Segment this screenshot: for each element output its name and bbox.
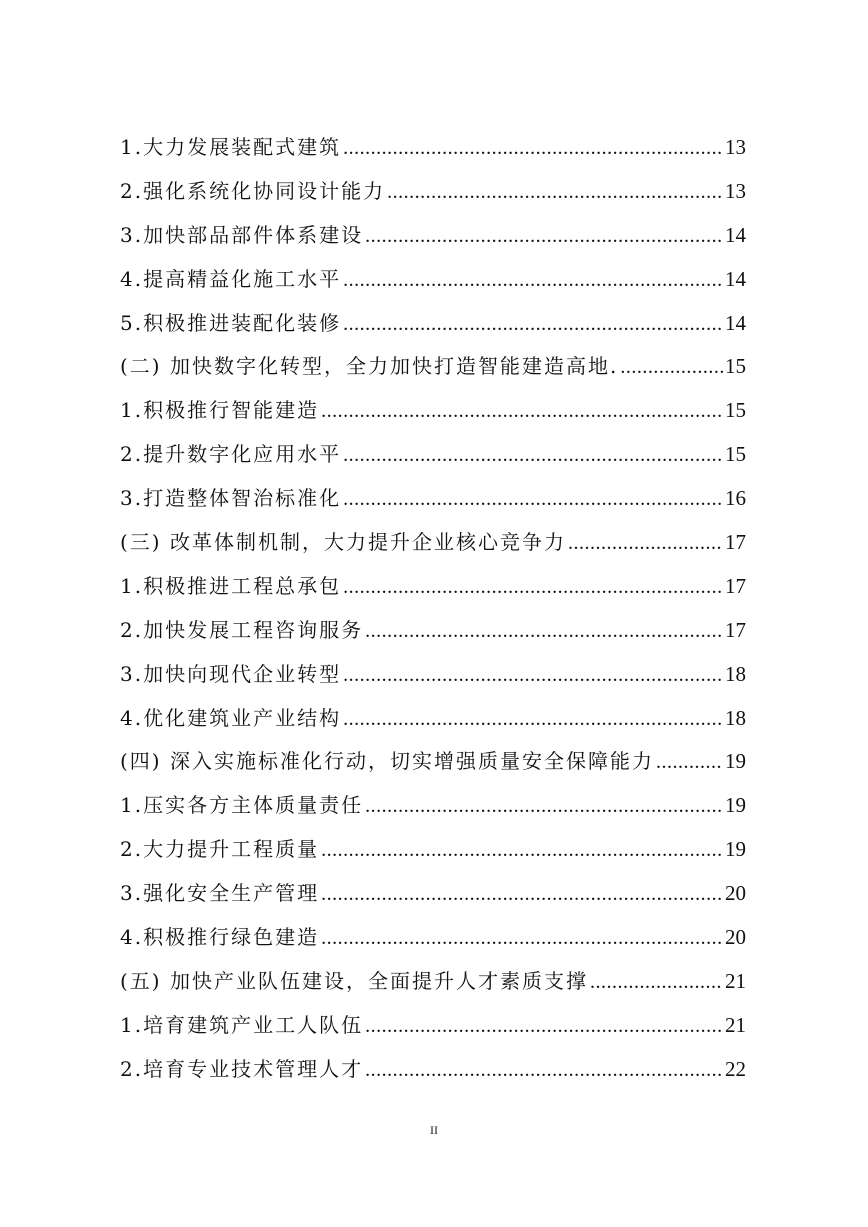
toc-entry-title: 1.培育建筑产业工人队伍 [120,1012,364,1037]
toc-entry-page: 18 [725,705,746,730]
toc-entry[interactable] [120,389,746,433]
toc-entry-page: 22 [725,1056,746,1081]
toc-entry-page: 20 [725,881,746,906]
toc-entry[interactable] [120,302,746,346]
toc-entry-title: 4.优化建筑业产业结构 [120,705,342,730]
toc-entry[interactable] [120,433,746,477]
toc-entry-title: 3.打造整体智治标准化 [120,486,342,511]
toc-dot-leader [343,698,723,741]
toc-entry-page: 19 [725,837,746,862]
toc-section-entry[interactable] [120,521,746,565]
toc-dot-leader [343,434,723,477]
toc-entry-page: 14 [725,310,746,335]
toc-dot-leader [365,1005,723,1048]
toc-dot-leader [343,654,723,697]
toc-entry[interactable] [120,565,746,609]
toc-entry-title: (五) 加快产业队伍建设，全面提升人才素质支撑 [120,968,588,993]
toc-entry-page: 17 [725,617,746,642]
toc-entry[interactable] [120,784,746,828]
toc-entry-page: 14 [725,222,746,247]
toc-entry-title: (二) 加快数字化转型，全力加快打造智能建造高地. [120,354,619,379]
toc-entry-title: 3.加快部品部件体系建设 [120,222,364,247]
toc-dot-leader [321,390,723,433]
toc-entry-page: 15 [725,398,746,423]
toc-entry-title: 1.积极推行智能建造 [120,398,320,423]
toc-dot-leader [321,829,723,872]
page-number: II [430,1123,438,1137]
toc-entry-page: 21 [725,1012,746,1037]
toc-entry-page: 19 [725,749,746,774]
toc-entry[interactable] [120,653,746,697]
toc-section-entry[interactable] [120,960,746,1004]
toc-entry[interactable] [120,214,746,258]
toc-entry[interactable] [120,258,746,302]
toc-entry-title: 2.提升数字化应用水平 [120,442,342,467]
toc-dot-leader [656,741,723,784]
toc-entry[interactable] [120,916,746,960]
toc-entry[interactable] [120,828,746,872]
toc-dot-leader [343,478,723,521]
toc-entry-page: 14 [725,266,746,291]
toc-entry-title: 1.积极推进工程总承包 [120,573,342,598]
toc-dot-leader [321,873,723,916]
toc-dot-leader [365,1049,723,1092]
toc-entry-title: 2.培育专业技术管理人才 [120,1056,364,1081]
toc-entry-page: 13 [725,135,746,159]
toc-dot-leader [387,171,723,214]
toc-entry-page: 17 [725,530,746,555]
toc-dot-leader [620,346,723,389]
toc-dot-leader [365,215,723,258]
toc-entry-page: 18 [725,661,746,686]
toc-entry[interactable] [120,872,746,916]
toc-dot-leader [568,522,723,565]
toc-dot-leader [365,785,723,828]
toc-dot-leader [590,961,723,1004]
toc-dot-leader [343,303,723,346]
toc-entry[interactable] [120,697,746,741]
toc-section-entry[interactable] [120,740,746,784]
toc-entry-page: 16 [725,486,746,511]
toc-entry-page: 17 [725,573,746,598]
toc-entry-title: 4.提高精益化施工水平 [120,266,342,291]
toc-entry-title: 4.积极推行绿色建造 [120,925,320,950]
toc-entry-page: 15 [725,442,746,467]
toc-entry-page: 13 [725,178,746,203]
toc-entry-title: 2.加快发展工程咨询服务 [120,617,364,642]
toc-entry[interactable] [120,609,746,653]
table-of-contents [120,126,746,1092]
toc-dot-leader [343,127,723,170]
toc-entry[interactable] [120,1048,746,1092]
toc-entry-title: 2.强化系统化协同设计能力 [120,178,386,203]
toc-entry-title: 5.积极推进装配化装修 [120,310,342,335]
toc-entry-title: 1.大力发展装配式建筑 [120,135,342,159]
toc-dot-leader [321,917,723,960]
toc-dot-leader [343,566,723,609]
toc-entry-page: 21 [725,968,746,993]
toc-entry-title: 3.强化安全生产管理 [120,881,320,906]
toc-entry-title: (三) 改革体制机制，大力提升企业核心竞争力 [120,530,566,555]
toc-entry-page: 15 [725,354,746,379]
toc-entry-title: 1.压实各方主体质量责任 [120,793,364,818]
toc-entry-title: 3.加快向现代企业转型 [120,661,342,686]
toc-dot-leader [365,610,723,653]
toc-entry-title: (四) 深入实施标准化行动，切实增强质量安全保障能力 [120,749,654,774]
toc-entry[interactable] [120,477,746,521]
toc-section-entry[interactable] [120,345,746,389]
toc-dot-leader [343,259,723,302]
toc-entry-page: 19 [725,793,746,818]
toc-entry[interactable] [120,170,746,214]
toc-entry[interactable] [120,1004,746,1048]
toc-entry-title: 2.大力提升工程质量 [120,837,320,862]
toc-entry[interactable] [120,126,746,170]
toc-entry-page: 20 [725,925,746,950]
